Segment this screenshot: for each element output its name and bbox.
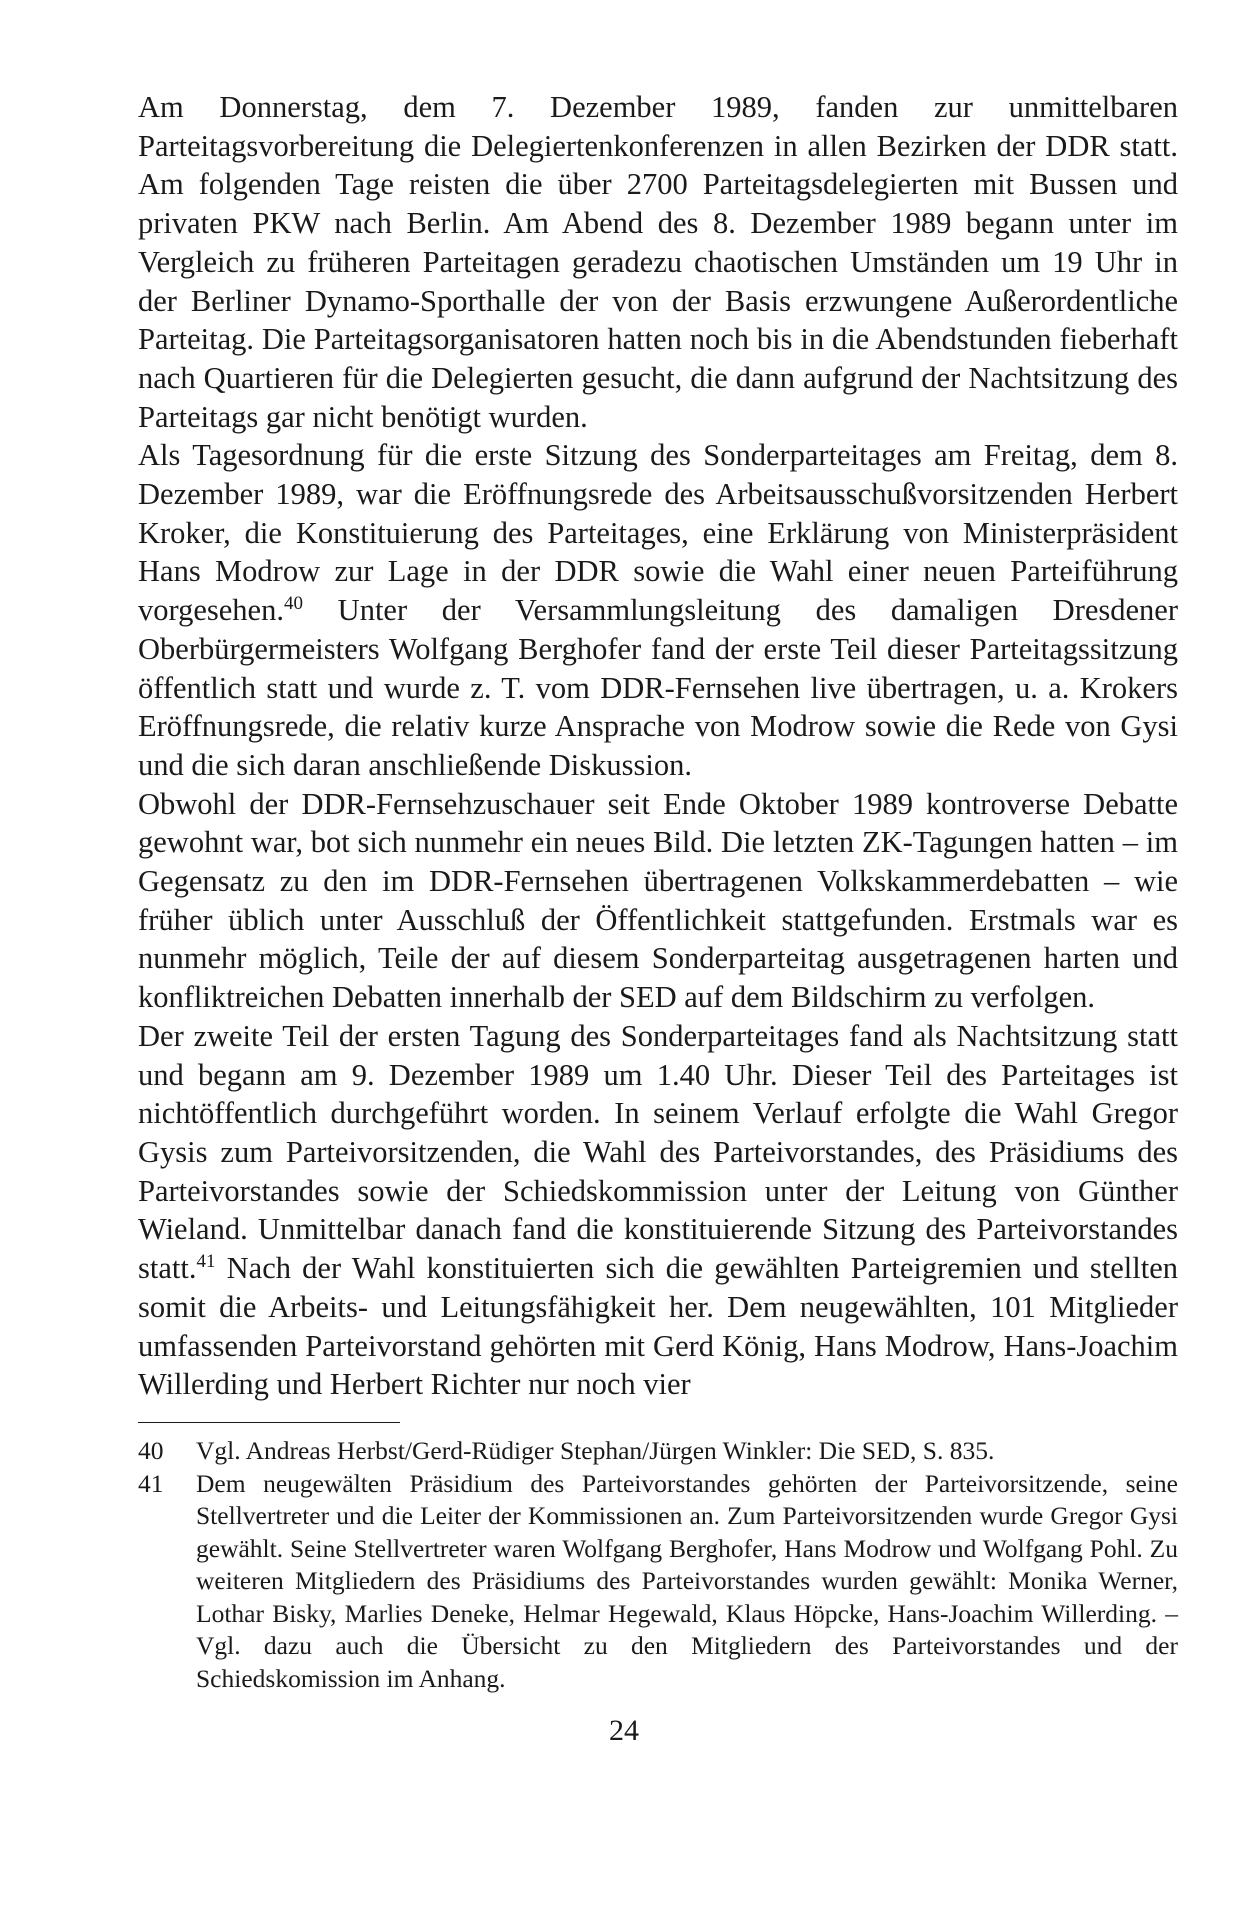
document-page — [138, 88, 1178, 1696]
footnote-ref-40[interactable]: 40 — [283, 593, 303, 615]
paragraph-1: Am Donnerstag, dem 7. Dezember 1989, fanden zur unmittelbaren Parteitagsvorbereitung die Delegiertenkonferenzen in allen Bezirken der DDR statt. Am folgenden Tage reisten die über 2700 Parteitagsdelegierten mit Bussen und privaten PKW nach Berlin. Am Abend des 8. Dezember 1989 begann unter im Vergleich zu früheren Parteitagen geradezu chaotischen Umständen um 19 Uhr in der Berliner Dynamo-Sporthalle der von der Basis erzwungene Außerordentliche Parteitag. Die Parteitagsorganisatoren hatten noch bis in die Abendstunden fieberhaft nach Quartieren für die Delegierten gesucht, die dann aufgrund der Nachtsitzung des Parteitags gar nicht benötigt wurden. — [138, 90, 1178, 434]
body-text — [138, 88, 1178, 1404]
footnote-number: 40 — [138, 1435, 164, 1465]
paragraph-4-text-b: Nach der Wahl konstituierten sich die gewählten Parteigremien und stellten somit die Arbeits- und Leitungsfähigkeit her. Dem neugewählten, 101 Mitglieder umfassenden Parteivorstand gehörten mit Gerd König, Hans Modrow, Hans-Joachim Willerding und Herbert Richter nur noch vier — [138, 1251, 1178, 1402]
paragraph-3: Obwohl der DDR-Fernsehzuschauer seit Ende Oktober 1989 kontroverse Debatte gewohnt war, bot sich nunmehr ein neues Bild. Die letzten ZK-Tagungen hatten – im Gegensatz zu den im DDR-Fernsehen übertragenen Volkskammerdebatten – wie früher üblich unter Ausschluß der Öffentlichkeit stattgefunden. Erstmals war es nunmehr möglich, Teile der auf diesem Sonderparteitag ausgetragenen harten und konfliktreichen Debatten innerhalb der SED auf dem Bildschirm zu verfolgen. — [138, 786, 1178, 1015]
paragraph-4-text-a: Der zweite Teil der ersten Tagung des Sonderparteitages fand als Nachtsitzung statt und begann am 9. Dezember 1989 um 1.40 Uhr. Dieser Teil des Parteitages ist nichtöffentlich durchgeführt worden. In seinem Verlauf erfolgte die Wahl Gregor Gysis zum Parteivorsitzenden, die Wahl des Parteivorstandes, des Präsidiums des Parteivorstandes sowie der Schiedskommission unter der Leitung von Günther Wieland. Unmittelbar danach fand die konstituierende Sitzung des Parteivorstandes statt. — [138, 1018, 1178, 1286]
paragraph-2 — [138, 436, 1178, 784]
page-number: 24 — [609, 1714, 639, 1747]
footnote-40 — [138, 1435, 1178, 1468]
footnote-ref-41[interactable]: 41 — [196, 1251, 216, 1273]
footnote-text: Dem neugewälten Präsidium des Parteivorstandes gehörten der Parteivorsitzende, seine Stellvertreter und die Leiter der Kommissionen an. Zum Parteivorsitzenden wurde Gregor Gysi gewählt. Seine Stellvertreter waren Wolfgang Berghofer, Hans Modrow und Wolfgang Pohl. Zu weiteren Mitgliedern des Präsidiums des Parteivorstandes wurden gewählt: Monika Werner, Lothar Bisky, Marlies Deneke, Helmar Hegewald, Klaus Höpcke, Hans-Joachim Willerding. – Vgl. dazu auch die Übersicht zu den Mitgliedern des Parteivorstandes und der Schiedskomission im Anhang. — [196, 1468, 1178, 1694]
footnote-divider — [138, 1422, 400, 1423]
footnote-text: Vgl. Andreas Herbst/Gerd-Rüdiger Stephan/Jürgen Winkler: Die SED, S. 835. — [196, 1435, 995, 1465]
footnote-41 — [138, 1468, 1178, 1696]
paragraph-2-text-b: Unter der Versammlungsleitung des damaligen Dresdener Oberbürgermeisters Wolfgang Berghofer fand der erste Teil dieser Parteitagssitzung öffentlich statt und wurde z. T. vom DDR-Fernsehen live übertragen, u. a. Krokers Eröffnungsrede, die relativ kurze Ansprache von Modrow sowie die Rede von Gysi und die sich daran anschließende Diskussion. — [138, 593, 1178, 782]
paragraph-2-text-a: Als Tagesordnung für die erste Sitzung des Sonderparteitages am Freitag, dem 8. Dezember 1989, war die Eröffnungsrede des Arbeitsausschußvorsitzenden Herbert Kroker, die Konstituierung des Parteitages, eine Erklärung von Ministerpräsident Hans Modrow zur Lage in der DDR sowie die Wahl einer neuen Parteiführung vorgesehen. — [138, 438, 1178, 628]
footnotes — [138, 1435, 1178, 1696]
footnote-number: 41 — [138, 1468, 164, 1498]
paragraph-4 — [138, 1017, 1178, 1404]
